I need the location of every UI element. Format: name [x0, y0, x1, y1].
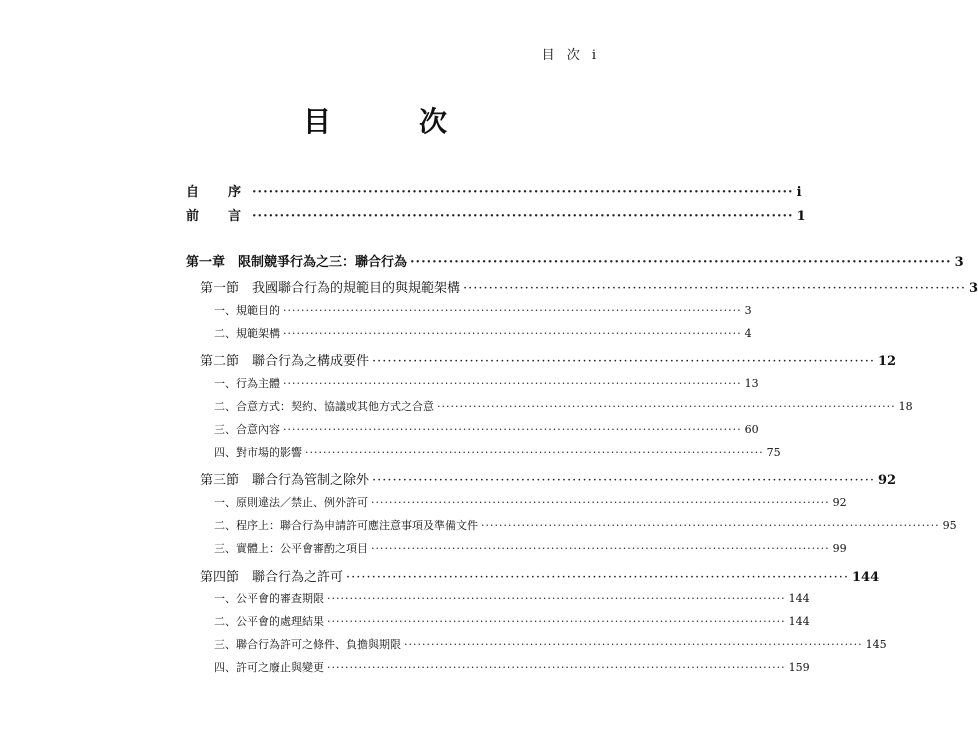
toc-entry-item[interactable] [214, 398, 913, 414]
leader-dots: ·································································································· [463, 281, 966, 296]
toc-entry-section-3[interactable] [200, 469, 897, 488]
toc-entry-label: 二、程序上：聯合行為申請許可應注意事項及準備文件 [214, 519, 478, 532]
toc-entry-item[interactable] [214, 375, 759, 391]
toc-entry-item[interactable] [214, 636, 887, 652]
toc-entry-item[interactable] [214, 590, 810, 606]
toc-entry-page: 92 [832, 496, 847, 509]
toc-entry-label: 四、對市場的影響 [214, 446, 302, 459]
toc-entry-page: 99 [832, 542, 847, 555]
toc-entry-item[interactable] [214, 659, 810, 675]
toc-entry-page: 4 [744, 327, 752, 340]
toc-entry-section-4[interactable] [200, 566, 880, 585]
toc-entry-page: 3 [744, 304, 752, 317]
toc-entry-label: 三、聯合行為許可之條件、負擔與期限 [214, 638, 401, 651]
toc-entry-page: 12 [877, 354, 897, 369]
toc-entry-label: 第一章 限制競爭行為之三：聯合行為 [186, 255, 408, 270]
toc-entry-page: 3 [954, 255, 964, 270]
toc-entry-label: 三、合意內容 [214, 423, 280, 436]
toc-entry-item[interactable] [214, 444, 781, 460]
leader-dots: ·································································································· [252, 185, 794, 200]
leader-dots: ······································································································ [371, 496, 830, 509]
toc-entry-item[interactable] [214, 494, 847, 510]
toc-entry-page: 1 [796, 209, 806, 224]
toc-entry-page: 13 [744, 377, 759, 390]
toc-entry-page: i [796, 185, 802, 200]
toc-entry-label: 一、原則違法／禁止、例外許可 [214, 496, 368, 509]
leader-dots: ······································································································ [404, 638, 863, 651]
page-title: 目 次 [302, 105, 477, 138]
toc-entry-label: 前 言 [186, 209, 250, 224]
toc-entry-page: 3 [968, 281, 978, 296]
toc-entry-page: 159 [788, 661, 810, 674]
toc-entry-item[interactable] [214, 540, 847, 556]
leader-dots: ······································································································ [327, 592, 786, 605]
toc-entry-label: 第二節 聯合行為之構成要件 [200, 354, 370, 369]
toc-entry-page: 92 [877, 473, 897, 488]
toc-entry-label: 二、合意方式：契約、協議或其他方式之合意 [214, 400, 434, 413]
toc-entry-page: 18 [898, 400, 913, 413]
toc-entry-label: 二、規範架構 [214, 327, 280, 340]
leader-dots: ·································································································· [372, 354, 875, 369]
toc-entry-item[interactable] [214, 325, 752, 341]
leader-dots: ······································································································ [437, 400, 896, 413]
toc-entry-label: 三、實體上：公平會審酌之項目 [214, 542, 368, 555]
toc-entry-page: 95 [942, 519, 957, 532]
leader-dots: ·································································································· [410, 255, 952, 270]
toc-entry-foreword[interactable] [186, 205, 806, 224]
toc-entry-page: 144 [788, 592, 810, 605]
toc-entry-label: 第一節 我國聯合行為的規範目的與規範架構 [200, 281, 461, 296]
leader-dots: ······································································································ [327, 615, 786, 628]
leader-dots: ······································································································ [481, 519, 940, 532]
leader-dots: ······································································································ [305, 446, 764, 459]
toc-entry-label: 二、公平會的處理結果 [214, 615, 324, 628]
toc-entry-label: 一、規範目的 [214, 304, 280, 317]
toc-entry-item[interactable] [214, 302, 752, 318]
toc-entry-page: 145 [865, 638, 887, 651]
toc-entry-label: 四、許可之廢止與變更 [214, 661, 324, 674]
leader-dots: ······································································································ [283, 304, 742, 317]
toc-entry-label: 第三節 聯合行為管制之除外 [200, 473, 370, 488]
toc-entry-page: 144 [851, 570, 880, 585]
leader-dots: ·································································································· [346, 570, 849, 585]
toc-entry-section-1[interactable] [200, 277, 978, 296]
leader-dots: ······································································································ [283, 423, 742, 436]
toc-entry-item[interactable] [214, 613, 810, 629]
toc-entry-label: 一、公平會的審查期限 [214, 592, 324, 605]
toc-entry-label: 一、行為主體 [214, 377, 280, 390]
running-head: 目 次 i [541, 48, 600, 63]
leader-dots: ······································································································ [283, 327, 742, 340]
toc-entry-label: 第四節 聯合行為之許可 [200, 570, 344, 585]
leader-dots: ······································································································ [283, 377, 742, 390]
leader-dots: ······································································································ [327, 661, 786, 674]
toc-entry-page: 144 [788, 615, 810, 628]
toc-entry-label: 自 序 [186, 185, 250, 200]
leader-dots: ·································································································· [252, 209, 794, 224]
toc-entry-page: 75 [766, 446, 781, 459]
toc-entry-item[interactable] [214, 421, 759, 437]
leader-dots: ······································································································ [371, 542, 830, 555]
leader-dots: ·································································································· [372, 473, 875, 488]
toc-entry-preface[interactable] [186, 181, 802, 200]
toc-entry-chapter-1[interactable] [186, 251, 964, 270]
toc-entry-item[interactable] [214, 517, 957, 533]
toc-entry-page: 60 [744, 423, 759, 436]
toc-entry-section-2[interactable] [200, 350, 897, 369]
